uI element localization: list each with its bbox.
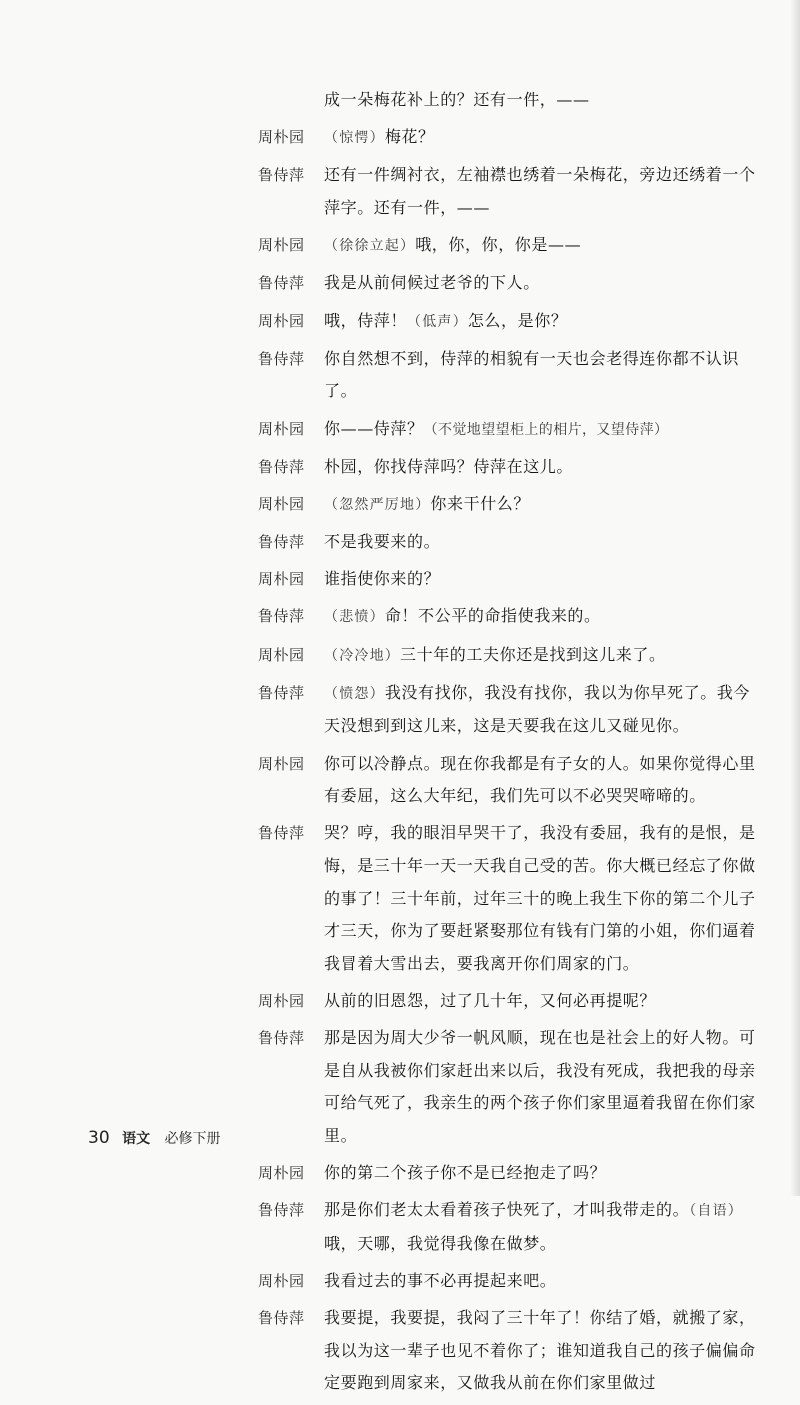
speech-text: （冷冷地）三十年的工夫你还是找到这儿来了。 <box>324 644 666 664</box>
dialogue-line <box>258 488 758 522</box>
dialogue-line <box>258 229 758 263</box>
speech-text: 哭？哼，我的眼泪早哭干了，我没有委屈，我有的是恨，是悔，是三十年一天一天我自己受的苦。你大概已经忘了你做的事了！三十年前，过年三十的晚上我生下你的第二个儿子才三天，你为了要赶紧娶那位有钱有门第的小姐，你们逼着我冒着大雪出去，要我离开你们周家的门。 <box>324 823 756 973</box>
dialogue-line <box>258 639 758 673</box>
stage-direction: （愤怨） <box>324 685 385 702</box>
speech-text: 我是从前伺候过老爷的下人。 <box>324 273 540 293</box>
speaker-name: 周朴园 <box>258 1272 305 1291</box>
dialogue-line <box>258 121 758 155</box>
speaker-name: 鲁侍萍 <box>258 1309 305 1328</box>
page-edge-shadow <box>790 0 800 1196</box>
stage-direction: （忽然严厉地） <box>324 496 431 513</box>
speaker-name: 周朴园 <box>258 570 305 589</box>
speech-text: 还有一件绸衬衣，左袖襟也绣着一朵梅花，旁边还绣着一个萍字。还有一件，—— <box>324 165 756 217</box>
speech-text: 谁指使你来的？ <box>324 569 441 589</box>
stage-direction: （不觉地望望柜上的相片，又望侍萍） <box>423 421 669 438</box>
speech-text: （忽然严厉地）你来干什么？ <box>324 493 531 513</box>
dialogue-line <box>258 1265 758 1298</box>
dialogue-line <box>258 451 758 484</box>
speech-text: 你的第二个孩子你不是已经抱走了吗？ <box>324 1163 607 1183</box>
speech-text: 你自然想不到，侍萍的相貌有一天也会老得连你都不认识了。 <box>324 348 740 401</box>
dialogue-line <box>258 748 758 813</box>
speech-text: （愤怨）我没有找你，我没有找你，我以为你早死了。我今天没想到到这儿来，这是天要我在这儿又碰见你。 <box>324 682 751 736</box>
book-title: 语文 <box>122 1131 151 1147</box>
speech-text: 不是我要来的。 <box>324 532 441 552</box>
speech-text: 那是因为周大少爷一帆风顺，现在也是社会上的好人物。可是自从我被你们家赶出来以后，我没有死成，我把我的母亲可给气死了，我亲生的两个孩子你们家里逼着我留在你们家里。 <box>324 1028 756 1145</box>
speech-text: 我看过去的事不必再提起来吧。 <box>324 1271 557 1291</box>
stage-direction: （悲愤） <box>324 609 385 626</box>
speech-text: 你可以冷静点。现在你我都是有子女的人。如果你觉得心里有委屈，这么大年纪，我们先可以不必哭哭啼啼的。 <box>324 753 756 806</box>
speech-text: （惊愕）梅花？ <box>324 127 435 147</box>
speaker-name: 鲁侍萍 <box>258 1201 305 1220</box>
stage-direction: （徐徐立起） <box>324 238 416 255</box>
page-number: 30 <box>88 1128 110 1148</box>
speaker-name: 周朴园 <box>258 494 305 513</box>
speaker-name: 周朴园 <box>258 236 305 255</box>
dialogue-line <box>258 1194 758 1260</box>
speaker-name: 周朴园 <box>258 754 305 773</box>
speech-text: 那是你们老太太看着孩子快死了，才叫我带走的。（自语）哦，天哪，我觉得我像在做梦。 <box>324 1200 744 1253</box>
dialogue-body <box>258 84 758 1405</box>
speaker-name: 周朴园 <box>258 645 305 664</box>
speaker-name: 鲁侍萍 <box>258 274 305 293</box>
speaker-name: 鲁侍萍 <box>258 166 305 185</box>
dialogue-line <box>258 985 758 1018</box>
speaker-name: 周朴园 <box>258 991 305 1010</box>
speaker-name: 鲁侍萍 <box>258 824 305 843</box>
dialogue-line <box>258 1022 758 1152</box>
dialogue-line <box>258 563 758 596</box>
speech-text: 朴园，你找侍萍吗？侍萍在这儿。 <box>324 456 574 476</box>
dialogue-line <box>258 343 758 408</box>
speaker-name: 周朴园 <box>258 128 305 147</box>
speech-text: （徐徐立起）哦，你，你，你是—— <box>324 235 582 255</box>
speech-text: 成一朵梅花补上的？还有一件，—— <box>324 90 590 109</box>
speech-text: 从前的旧恩怨，过了几十年，又何必再提呢？ <box>324 990 657 1010</box>
dialogue-line <box>258 413 758 447</box>
dialogue-line <box>258 1157 758 1190</box>
stage-direction: （自语） <box>689 1203 744 1220</box>
speaker-name: 周朴园 <box>258 1164 305 1183</box>
speaker-name: 鲁侍萍 <box>258 1029 305 1048</box>
dialogue-line <box>258 267 758 300</box>
page-footer <box>88 1128 221 1148</box>
dialogue-line <box>258 677 758 743</box>
speaker-name: 周朴园 <box>258 311 305 330</box>
speech-text: 你——侍萍？（不觉地望望柜上的相片，又望侍萍） <box>324 418 669 438</box>
speech-text: （悲愤）命！不公平的命指使我来的。 <box>324 606 601 626</box>
speaker-name: 鲁侍萍 <box>258 607 305 626</box>
dialogue-line <box>258 159 758 224</box>
stage-direction: （冷冷地） <box>324 647 400 664</box>
dialogue-line <box>258 305 758 339</box>
speaker-name: 周朴园 <box>258 419 305 438</box>
volume-label: 必修下册 <box>164 1131 221 1147</box>
dialogue-line <box>258 600 758 634</box>
dialogue-line <box>258 84 758 117</box>
speaker-name: 鲁侍萍 <box>258 349 305 368</box>
dialogue-line <box>258 817 758 980</box>
dialogue-line <box>258 1302 758 1400</box>
speaker-name: 鲁侍萍 <box>258 683 305 702</box>
speaker-name: 鲁侍萍 <box>258 533 305 552</box>
dialogue-line <box>258 526 758 559</box>
stage-direction: （惊愕） <box>324 130 385 147</box>
speech-text: 哦，侍萍！（低声）怎么，是你？ <box>324 310 568 330</box>
stage-direction: （低声） <box>407 313 468 330</box>
speaker-name: 鲁侍萍 <box>258 457 305 476</box>
speech-text: 我要提，我要提，我闷了三十年了！你结了婚，就搬了家，我以为这一辈子也见不着你了；谁知道我自己的孩子偏偏命定要跑到周家来，又做我从前在你们家里做过 <box>324 1308 756 1393</box>
